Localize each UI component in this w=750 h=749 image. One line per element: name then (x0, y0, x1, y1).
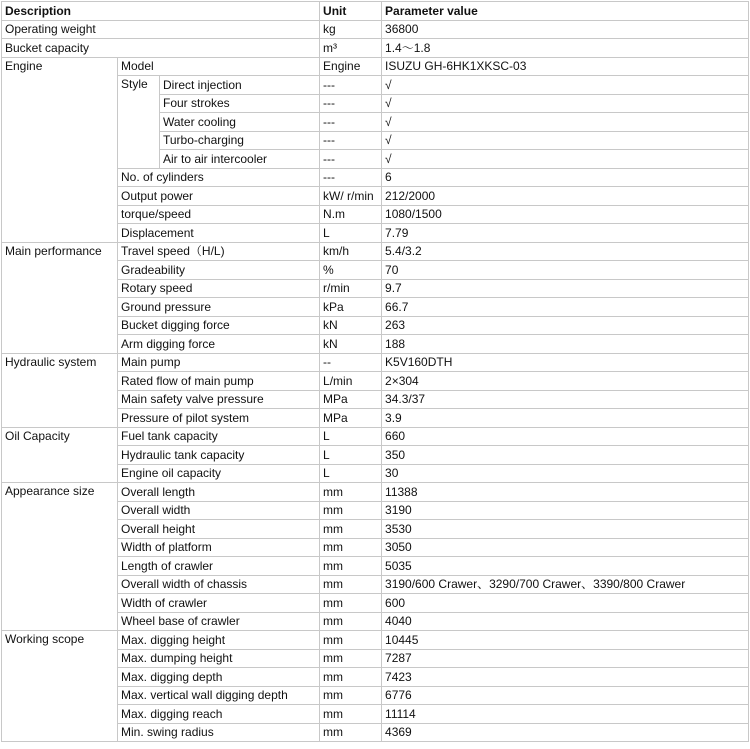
group-label-oil-capacity: Oil Capacity (2, 427, 118, 483)
row-unit: L (320, 464, 382, 483)
row-unit: mm (320, 594, 382, 613)
row-value: K5V160DTH (382, 353, 749, 372)
row-label: Gradeability (118, 261, 320, 280)
style-label: Style (118, 76, 160, 169)
row-unit: mm (320, 612, 382, 631)
row-value: 263 (382, 316, 749, 335)
row-unit: mm (320, 501, 382, 520)
row-unit: r/min (320, 279, 382, 298)
row-label: Travel speed（H/L) (118, 242, 320, 261)
row-value: 2×304 (382, 372, 749, 391)
group-label-working-scope: Working scope (2, 631, 118, 742)
header-value: Parameter value (382, 2, 749, 21)
row-value: 10445 (382, 631, 749, 650)
row-value: 36800 (382, 20, 749, 39)
row-value: 11388 (382, 483, 749, 502)
row-unit: mm (320, 705, 382, 724)
row-label: Rotary speed (118, 279, 320, 298)
row-label: Rated flow of main pump (118, 372, 320, 391)
row-value: 3530 (382, 520, 749, 539)
header-row (2, 2, 749, 21)
row-label: Max. vertical wall digging depth (118, 686, 320, 705)
table-row (2, 242, 749, 261)
row-label: Main safety valve pressure (118, 390, 320, 409)
row-label: Pressure of pilot system (118, 409, 320, 428)
row-value: 30 (382, 464, 749, 483)
row-unit: mm (320, 575, 382, 594)
header-description: Description (2, 2, 320, 21)
row-unit: mm (320, 686, 382, 705)
row-value: 6 (382, 168, 749, 187)
row-label: Overall width (118, 501, 320, 520)
row-unit: mm (320, 557, 382, 576)
row-value: 660 (382, 427, 749, 446)
row-label: Fuel tank capacity (118, 427, 320, 446)
row-unit: mm (320, 520, 382, 539)
row-label: Water cooling (160, 113, 320, 132)
row-unit: --- (320, 168, 382, 187)
row-unit: kW/ r/min (320, 187, 382, 206)
row-unit: mm (320, 631, 382, 650)
row-label: Overall height (118, 520, 320, 539)
row-label: Engine oil capacity (118, 464, 320, 483)
header-unit: Unit (320, 2, 382, 21)
group-label-hydraulic-system: Hydraulic system (2, 353, 118, 427)
row-label: Overall length (118, 483, 320, 502)
row-unit: mm (320, 538, 382, 557)
row-unit: kPa (320, 298, 382, 317)
row-value: 1.4～1.8 (382, 39, 749, 58)
row-value: 34.3/37 (382, 390, 749, 409)
row-value: 3.9 (382, 409, 749, 428)
row-unit: L (320, 446, 382, 465)
row-unit: km/h (320, 242, 382, 261)
row-label: Width of platform (118, 538, 320, 557)
row-label: Air to air intercooler (160, 150, 320, 169)
row-value: 7.79 (382, 224, 749, 243)
row-label: Turbo-charging (160, 131, 320, 150)
row-unit: L (320, 224, 382, 243)
row-unit: mm (320, 483, 382, 502)
row-label: Bucket capacity (2, 39, 320, 58)
row-value: 5.4/3.2 (382, 242, 749, 261)
table-row (2, 353, 749, 372)
row-unit: L (320, 427, 382, 446)
row-value: 350 (382, 446, 749, 465)
row-unit: N.m (320, 205, 382, 224)
row-label: Max. digging reach (118, 705, 320, 724)
row-value: 7287 (382, 649, 749, 668)
row-value: 3190/600 Crawer、3290/700 Crawer、3390/800 Crawer (382, 575, 749, 594)
row-value: 600 (382, 594, 749, 613)
row-value: 3050 (382, 538, 749, 557)
row-label: Hydraulic tank capacity (118, 446, 320, 465)
row-label: Displacement (118, 224, 320, 243)
row-unit: m³ (320, 39, 382, 58)
row-unit: MPa (320, 390, 382, 409)
row-unit: kN (320, 316, 382, 335)
row-label: Min. swing radius (118, 723, 320, 742)
row-unit: --- (320, 113, 382, 132)
row-value: 9.7 (382, 279, 749, 298)
table-row (2, 631, 749, 650)
row-unit: % (320, 261, 382, 280)
row-value: 5035 (382, 557, 749, 576)
row-unit: mm (320, 723, 382, 742)
row-label: Ground pressure (118, 298, 320, 317)
row-value: √ (382, 150, 749, 169)
row-label: Overall width of chassis (118, 575, 320, 594)
row-label: torque/speed (118, 205, 320, 224)
table-row (2, 483, 749, 502)
row-label: Bucket digging force (118, 316, 320, 335)
row-label: Four strokes (160, 94, 320, 113)
row-label: Arm digging force (118, 335, 320, 354)
row-label: Max. digging depth (118, 668, 320, 687)
row-value: 4369 (382, 723, 749, 742)
row-value: √ (382, 94, 749, 113)
row-unit: mm (320, 649, 382, 668)
row-value: 1080/1500 (382, 205, 749, 224)
row-value: 7423 (382, 668, 749, 687)
table-row (2, 427, 749, 446)
row-value: 66.7 (382, 298, 749, 317)
row-label: Operating weight (2, 20, 320, 39)
row-value: 11114 (382, 705, 749, 724)
table-row (2, 57, 749, 76)
row-label: Max. dumping height (118, 649, 320, 668)
row-unit: MPa (320, 409, 382, 428)
table-row (2, 39, 749, 58)
row-label: No. of cylinders (118, 168, 320, 187)
row-unit: --- (320, 131, 382, 150)
row-value: 3190 (382, 501, 749, 520)
row-value: 212/2000 (382, 187, 749, 206)
group-label-main-performance: Main performance (2, 242, 118, 353)
row-unit: --- (320, 94, 382, 113)
group-label-appearance-size: Appearance size (2, 483, 118, 631)
row-value: 6776 (382, 686, 749, 705)
row-unit: mm (320, 668, 382, 687)
row-label: Output power (118, 187, 320, 206)
row-value: √ (382, 76, 749, 95)
table-row (2, 20, 749, 39)
row-value: 70 (382, 261, 749, 280)
row-value: ISUZU GH-6HK1XKSC-03 (382, 57, 749, 76)
row-label: Model (118, 57, 320, 76)
row-label: Length of crawler (118, 557, 320, 576)
row-unit: kN (320, 335, 382, 354)
row-label: Max. digging height (118, 631, 320, 650)
row-label: Width of crawler (118, 594, 320, 613)
row-unit: L/min (320, 372, 382, 391)
row-label: Main pump (118, 353, 320, 372)
row-unit: --- (320, 150, 382, 169)
row-label: Wheel base of crawler (118, 612, 320, 631)
row-value: √ (382, 131, 749, 150)
row-unit: -- (320, 353, 382, 372)
row-unit: kg (320, 20, 382, 39)
row-value: √ (382, 113, 749, 132)
row-unit: Engine (320, 57, 382, 76)
row-label: Direct injection (160, 76, 320, 95)
row-value: 188 (382, 335, 749, 354)
row-unit: --- (320, 76, 382, 95)
spec-table (1, 1, 749, 742)
row-value: 4040 (382, 612, 749, 631)
group-label-engine: Engine (2, 57, 118, 242)
